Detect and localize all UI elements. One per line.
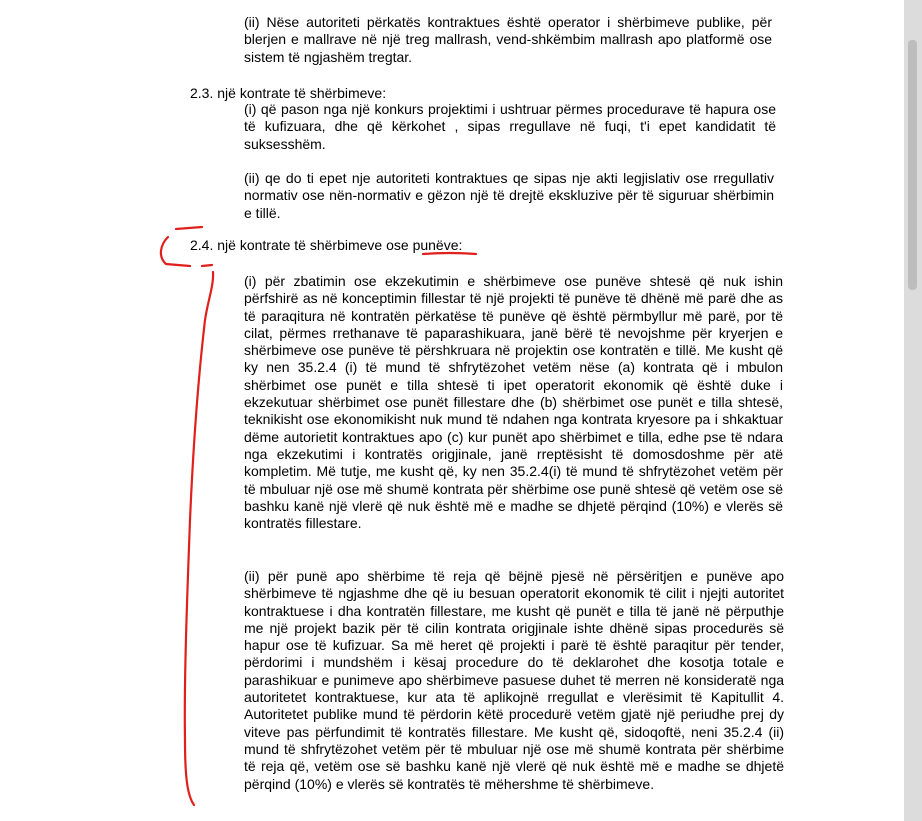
text-line: (i) që pason nga një konkurs projektimi i ushtruar përmes procedurave të	[244, 101, 701, 117]
section-2-4-item-ii	[244, 568, 784, 793]
text-line: punët e tilla shtesë, teknikisht ose ekonomikisht nuk mund të ndahen nga	[244, 394, 783, 428]
annotation-left-bracket	[161, 237, 190, 266]
text-line: (ii) Nëse autoriteti përkatës kontraktues është operator i shërbimeve publike, për	[244, 14, 772, 30]
text-line: siguruar shërbimin e tillë.	[244, 187, 774, 221]
text-line: (ii) për punë apo shërbime të reja që bëjnë pjesë në përsëritjen e punëve apo	[244, 568, 784, 584]
text-line: rregullativ normativ ose nën-normativ e gëzon një të drejtë ekskluzive për të	[244, 170, 775, 204]
text-line: e tillë. Me kusht që ky nen 35.2.4 (i) të mund të shfrytëzohet vetëm nëse (a)	[244, 342, 783, 376]
text-line: kontrata për shërbime ose punë shtesë që vetëm ose së bashku kanë një vlerë	[244, 480, 783, 514]
scrollbar-thumb[interactable]	[908, 40, 917, 290]
text-line: procedurës së hapur ose të kufizuar. Sa më heret që projekti i parë të është	[244, 619, 785, 654]
text-line: shërbimeve të ngjashme dhe që iu besuan operatorit ekonomik të cilit i njejti	[244, 585, 729, 602]
text-line: janë rreptësisht të domosdoshme për atë kompletim. Më tutje, me kusht që, ky	[244, 445, 783, 480]
paragraph-ii-public-operator	[244, 14, 772, 66]
annotation-vertical-bracket	[185, 272, 213, 805]
text-line: që është duke i ekzekutuar shërbimet ose punët fillestare dhe (b) shërbimet ose	[244, 376, 783, 411]
text-line: autoritet kontraktuese i dha kontratën fillestare, me kusht që punët e tilla të janë	[244, 585, 785, 619]
text-line: parë, por të cilat, përmes rrethanave të paparashikuara, janë bërë të nevojshme	[244, 307, 783, 341]
text-line: merren në konsideratë nga autoritetet kontraktuese, kur ata të aplikojnë rregullat	[244, 671, 785, 706]
text-line: një vlerë që nuk është më e madhe se dhjetë përqind (10%) e vlerës së	[244, 758, 784, 792]
text-line: (ii) qe do ti epet nje autoriteti kontraktues qe sipas nje akti legjislativ ose	[244, 170, 708, 186]
text-line: kontrata që i mbulon shërbimet ose punët e tilla shtesë ti ipet operatorit ekonomik	[244, 359, 784, 393]
text-line: nen 35.2.4(i) të mund të shfrytëzohet vetëm për të mbuluar një ose më shumë	[244, 463, 784, 497]
text-line: dhe as të paraqitura në kontratën përkatëse të punëve që është përmbyllur më	[244, 290, 783, 324]
text-line: një ose më shumë kontrata për shërbime të reja që, vetëm ose së bashku kanë	[244, 740, 784, 775]
section-2-4-heading: 2.4. një kontrate të shërbimeve ose punëve:	[190, 237, 463, 253]
text-line: ose sistem të ngjashëm tregtar.	[244, 31, 773, 65]
text-line: e vlerësimit të Kapitullit 4. Autoritetet publike mund të përdorin këtë procedurë	[244, 689, 785, 723]
text-line: kusht që, sidoqoftë, neni 35.2.4 (ii) mund të shfrytëzohet vetëm për të mbuluar	[244, 723, 785, 757]
text-line: vetëm gjatë një periudhe prej dy viteve pas përfundimit të kontratës fillestare. Me	[244, 706, 785, 740]
section-2-3-heading: 2.3. një kontrate të shërbimeve:	[190, 85, 387, 101]
section-2-3-item-i	[244, 101, 776, 153]
annotation-top-dash	[176, 227, 202, 229]
text-line: fillestare.	[305, 515, 362, 532]
text-line: përfshirë as në konceptimin fillestar të një projekti të punëve të dhënë më parë	[244, 290, 737, 307]
text-line: kontratës të mëhershme të shërbimeve.	[407, 775, 655, 792]
text-line: kandidatit të suksesshëm.	[244, 118, 776, 152]
text-line: paraqitur për tender, përdorimi i mundshëm i kësaj procedure do të deklarohet	[244, 637, 785, 671]
text-line: apo shërbimet e tilla, edhe pse të ndara nga ekzekutimi i kontratës origjinale,	[244, 428, 784, 462]
text-line: në përputhje me një projekt bazik për të cilin kontrata origjinale ishte dhënë sipas	[244, 602, 784, 636]
text-line: (i) për zbatimin ose ekzekutimin e shërbimeve ose punëve shtesë që nuk ishin	[244, 273, 783, 289]
text-line: dhe kosotja totale e parashikuar e punimeve apo shërbimeve pasuese duhet të	[244, 654, 785, 688]
section-2-3-item-ii	[244, 170, 774, 222]
text-line: kontrata kryesore pa i shkaktuar dëme autorietit kontraktues apo (c) kur punët	[244, 411, 783, 445]
text-line: blerjen e mallrave në një treg mallrash, vend-shkëmbim mallrash apo platformë	[244, 31, 745, 48]
text-line: për kryerjen e shërbimeve ose punëve të përshkruara në projektin ose kontratën	[244, 324, 783, 359]
annotation-small-dash	[202, 265, 212, 266]
section-2-4-item-i	[244, 273, 783, 532]
text-line: hapura ose të kufizuara, dhe që kërkohet , sipas rregullave në fuqi, t'i epet	[244, 101, 776, 135]
text-line: që nuk është më e madhe se dhjetë përqind (10%) e vlerës së kontratës	[244, 497, 784, 532]
